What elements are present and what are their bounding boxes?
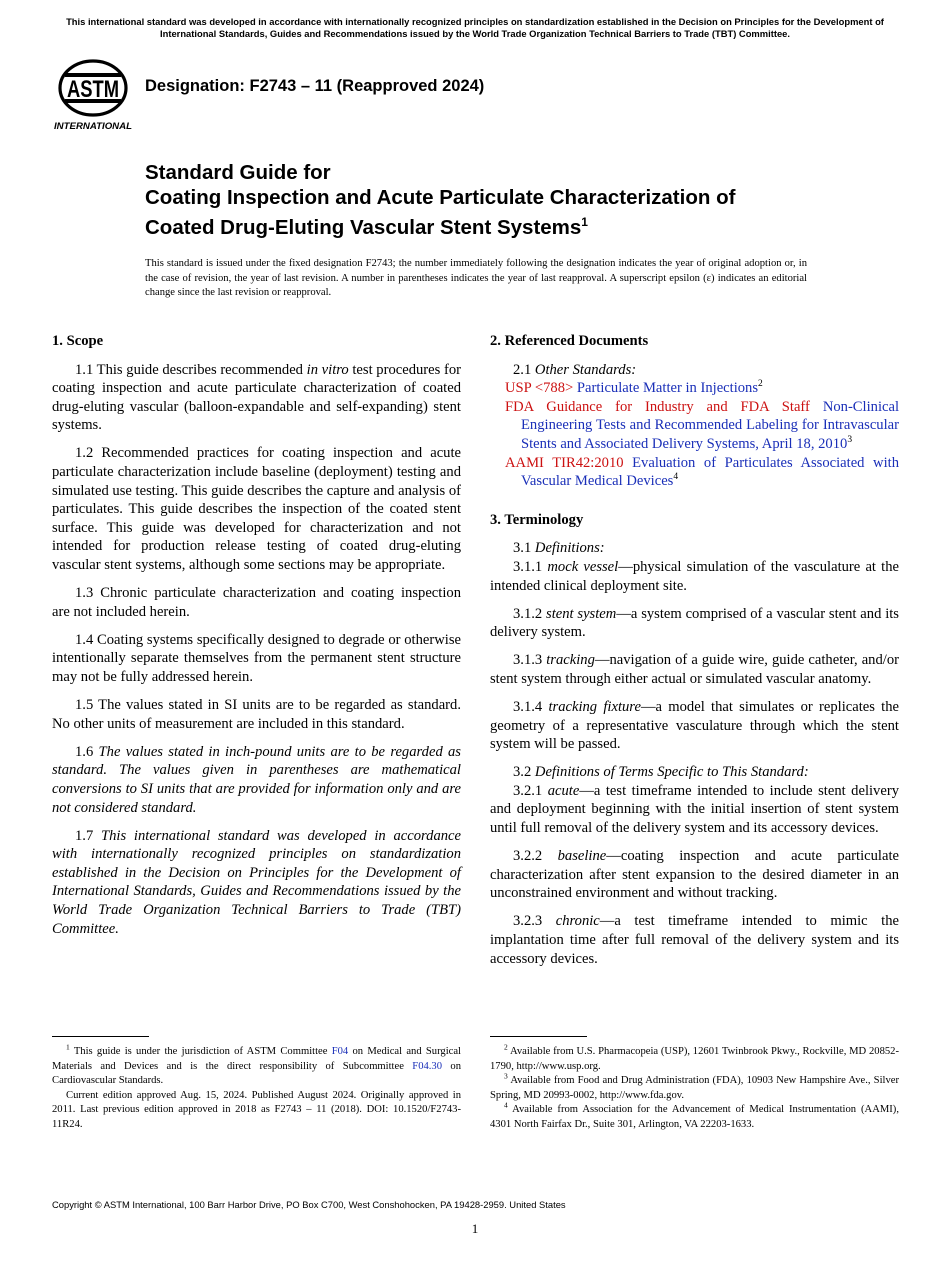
scope-1-2: 1.2 Recommended practices for coating inspection and acute particulate characterization include baseline (deployment) testing and simulated use testing. This guide describes the capture and analysis of particulates. This guide describes the inspection of the coated stent surface. This guide was developed for characterization and not intended for production release testing of coated drug-eluting vascular stent systems, although some sections may be appropriate. bbox=[52, 445, 461, 574]
title-line-3 bbox=[145, 210, 845, 240]
footnote-2: $^2$ Available from U.S. Pharmacopeia (USP), 12601 Twinbrook Pkwy., Rockville, MD 20852-1790, http://www.usp.org. bbox=[490, 1042, 899, 1072]
term-3-2-2: 3.2.2 baseline—coating inspection and acute particulate characterization after stent expansion to the desired diameter in an unconstrained environment and without tracking. bbox=[490, 848, 899, 902]
designation: Designation: F2743 – 11 (Reapproved 2024) bbox=[145, 77, 485, 95]
footnote-1: $^1$ This guide is under the jurisdiction of ASTM Committee F04 on Medical and Surgical Materials and Devices and is the direct responsibility of Subcommittee F04.30 on Cardiovascular Standards. bbox=[52, 1042, 461, 1087]
scope-1-1: 1.1 This guide describes recommended in vitro test procedures for coating inspection and acute particulate characterization of coated drug-eluting vascular (balloon-expandable and self-expanding) stent systems. bbox=[52, 361, 462, 434]
f04-30-link[interactable]: F04.30 bbox=[412, 1060, 443, 1072]
footnote-3: $^3$ Available from Food and Drug Administration (FDA), 10903 New Hampshire Ave., Silver Spring, MD 20993-0002, http://www.fda.gov. bbox=[490, 1071, 899, 1101]
footnote-rule-right bbox=[490, 1036, 587, 1037]
term-3-1-1: 3.1.1 mock vessel—physical simulation of the vasculature at the intended clinical deployment site. bbox=[490, 558, 899, 594]
terminology-heading: 3. Terminology bbox=[490, 511, 584, 528]
terminology-3-2: 3.2 Definitions of Terms Specific to This Standard: bbox=[513, 764, 809, 781]
terminology-3-1: 3.1 Definitions: bbox=[513, 540, 605, 557]
scope-heading: 1. Scope bbox=[52, 333, 104, 349]
ref-usp788[interactable]: USP <788> Particulate Matter in Injections$^2$ bbox=[505, 379, 763, 397]
top-notice: This international standard was developed in accordance with internationally recognized principles on standardization established in the Decision on Principles for the Development of International Standards, Guides and Recommendations issued by the World Trade Organization Technical Barriers to Trade (TBT) Committee. bbox=[66, 16, 884, 39]
footnote-edition: Current edition approved Aug. 15, 2024. Published August 2024. Originally approved in 2011. Last previous edition approved in 2018 as F2743 – 11 (2018). DOI: 10.1520/F2743-11R24. bbox=[52, 1089, 461, 1130]
scope-1-5: 1.5 The values stated in SI units are to be regarded as standard. No other units of measurement are included in this standard. bbox=[52, 697, 461, 732]
title-line-3-text: Coated Drug-Eluting Vascular Stent Systems bbox=[145, 215, 582, 239]
term-3-1-4: 3.1.4 tracking fixture—a model that simulates or replicates the geometry of a representative vasculature through which the stent system will be passed. bbox=[490, 699, 900, 753]
term-3-1-3: 3.1.3 tracking—navigation of a guide wire, guide catheter, and/or stent system through either actual or simulated vascular anatomy. bbox=[490, 652, 899, 687]
astm-logo-mark: ASTM bbox=[67, 76, 119, 103]
document-title bbox=[145, 160, 845, 240]
footnotes-right bbox=[490, 1042, 899, 1133]
referenced-2-1: 2.1 Other Standards: bbox=[513, 361, 637, 378]
astm-logo bbox=[52, 57, 136, 131]
footnotes-left bbox=[52, 1042, 461, 1133]
scope-1-3: 1.3 Chronic particulate characterization and coating inspection are not included herein. bbox=[52, 585, 461, 620]
scope-1-7: 1.7 This international standard was developed in accordance with internationally recognized principles on standardization established in the Decision on Principles for the Development of International Standards, Guides and Recommendations issued by the World Trade Organization Technical Barriers to Trade (TBT) Committee. bbox=[52, 827, 461, 937]
ref-aami-tir42[interactable]: AAMI TIR42:2010 Evaluation of Particulates Associated with Vascular Medical Devices$^4$ bbox=[505, 454, 899, 490]
copyright: Copyright © ASTM International, 100 Barr Harbor Drive, PO Box C700, West Conshohocken, PA 19428-2959. United States bbox=[52, 1199, 566, 1210]
referenced-heading: 2. Referenced Documents bbox=[490, 333, 649, 349]
term-3-2-1: 3.2.1 acute—a test timeframe intended to include stent delivery and deployment beginning with the initial insertion of stent system until full removal of the delivery system and its accessory devices. bbox=[490, 782, 899, 837]
title-footnote-mark: 1 bbox=[581, 215, 588, 229]
title-line-1: Standard Guide for bbox=[145, 161, 331, 184]
f04-link[interactable]: F04 bbox=[331, 1046, 349, 1057]
term-3-2-3: 3.2.3 chronic—a test timeframe intended to mimic the implantation time after full removal of the delivery system and its accessory devices. bbox=[490, 913, 899, 967]
scope-1-4: 1.4 Coating systems specifically designed to degrade or otherwise intentionally separate themselves from the permanent stent structure may not be fully addressed herein. bbox=[52, 631, 461, 685]
astm-logo-caption: INTERNATIONAL bbox=[54, 121, 133, 131]
left-column bbox=[52, 332, 461, 948]
ref-fda-guidance[interactable]: FDA Guidance for Industry and FDA Staff Non-Clinical Engineering Tests and Recommended Labeling for Intravascular Stents and Associated Delivery Systems, April 18, 2010$^3$ bbox=[505, 398, 900, 452]
scope-1-6: 1.6 The values stated in inch-pound units are to be regarded as standard. The values given in parentheses are mathematical conversions to SI units that are provided for information only and are not considered standard. bbox=[52, 743, 461, 816]
issued-note: This standard is issued under the fixed designation F2743; the number immediately following the designation indicates the year of original adoption or, in the case of revision, the year of last revision. A number in parentheses indicates the year of last reapproval. A superscript epsilon (ε) indicates an editorial change since the last revision or reapproval. bbox=[145, 258, 807, 298]
page-number: 1 bbox=[471, 1221, 479, 1236]
title-line-2: Coating Inspection and Acute Particulate Characterization of bbox=[145, 186, 736, 209]
right-column bbox=[490, 332, 899, 978]
footnote-rule-left bbox=[52, 1036, 149, 1037]
footnote-4: $^4$ Available from Association for the Advancement of Medical Instrumentation (AAMI), 4301 North Fairfax Dr., Suite 301, Arlington, VA 22203-1633. bbox=[490, 1100, 899, 1130]
term-3-1-2: 3.1.2 stent system—a system comprised of a vascular stent and its delivery system. bbox=[490, 605, 899, 641]
